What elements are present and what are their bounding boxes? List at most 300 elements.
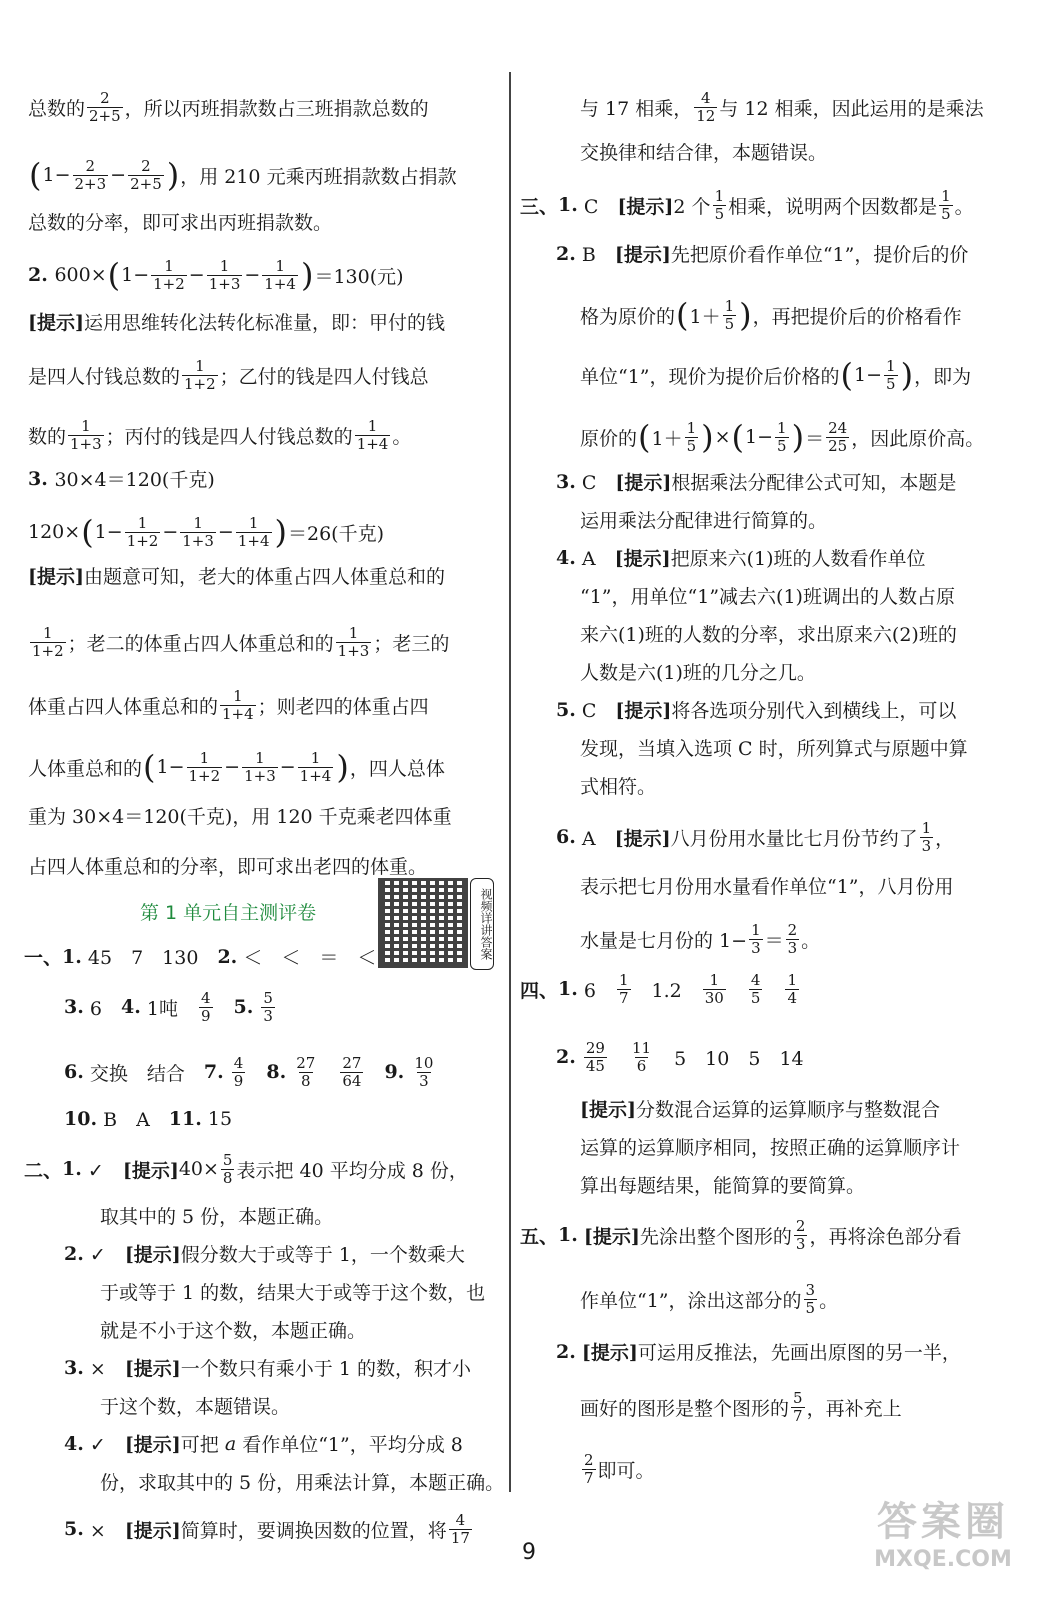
denominator: 7 — [793, 1406, 803, 1425]
denominator: 5 — [941, 204, 951, 223]
numerator: 1 — [686, 419, 697, 437]
fraction — [242, 750, 278, 784]
text: [提示] — [614, 827, 671, 850]
text — [365, 1059, 384, 1086]
text: 4. — [120, 996, 141, 1018]
text: ， — [935, 827, 955, 850]
text-line — [28, 852, 427, 879]
text: ＝130(元) — [314, 265, 404, 288]
text: − — [279, 756, 296, 778]
numerator: 1 — [921, 819, 932, 837]
denominator: 5 — [714, 204, 725, 223]
text-line — [64, 1430, 463, 1457]
denominator: 30 — [704, 988, 724, 1007]
denominator: 1+2 — [188, 766, 221, 785]
numerator: 1 — [941, 187, 951, 205]
numerator: 2 — [85, 157, 96, 175]
fraction — [685, 420, 699, 454]
fraction — [261, 990, 275, 1024]
text-line — [100, 1316, 366, 1343]
text-line — [28, 515, 384, 549]
numerator: 1 — [255, 749, 265, 767]
text: ＝26(千克) — [287, 522, 384, 545]
text: 由题意可知，老大的体重占四人体重总和的 — [83, 566, 445, 588]
text: 取其中的 5 份，本题正确。 — [100, 1206, 334, 1228]
text-line — [580, 1390, 902, 1424]
denominator: 5 — [686, 436, 697, 455]
fraction — [785, 972, 799, 1006]
fraction — [582, 1452, 596, 1486]
parenthesis: ) — [791, 418, 805, 456]
text: A — [575, 827, 615, 850]
denominator: 3 — [795, 1234, 806, 1253]
text — [404, 1061, 410, 1083]
text: 15 — [201, 1107, 233, 1130]
text-line — [28, 158, 457, 192]
text: [提示] — [617, 195, 674, 218]
numerator: 24 — [828, 419, 848, 437]
numerator: 1 — [164, 257, 174, 275]
text-line — [64, 990, 277, 1024]
text: 先涂出整个图形的 — [639, 1225, 792, 1248]
text: 与 17 相乘， — [580, 97, 693, 120]
text: 5 10 5 14 — [655, 1047, 804, 1070]
text: 3. — [556, 470, 576, 493]
text: 1＋ — [689, 305, 721, 328]
numerator: 2 — [795, 1217, 806, 1235]
numerator: 1 — [233, 687, 243, 705]
parenthesis: ( — [840, 356, 854, 394]
numerator: 1 — [248, 514, 259, 532]
parenthesis: ) — [274, 513, 287, 551]
text-line — [580, 358, 971, 392]
text: 四、 — [520, 979, 559, 1002]
text: 2. — [28, 264, 55, 286]
parenthesis: ) — [900, 356, 914, 394]
fraction — [749, 922, 763, 956]
text: ，用 210 元乘丙班捐款数占捐款 — [180, 165, 457, 188]
text-line — [580, 772, 656, 799]
fraction — [804, 1282, 818, 1316]
text: ，再补充上 — [806, 1397, 902, 1420]
text-line — [28, 208, 332, 235]
text: ，再把提价后的价格看作 — [752, 305, 962, 328]
parenthesis: ) — [300, 256, 314, 294]
text: 2. — [556, 242, 576, 265]
text: 600× — [54, 264, 107, 286]
text-line — [28, 465, 215, 492]
denominator: 1+3 — [244, 766, 276, 785]
parenthesis: ( — [731, 418, 745, 456]
denominator: 9 — [233, 1071, 244, 1090]
text: 看作单位“1”，平均分成 8 — [236, 1434, 463, 1456]
numerator: 1 — [310, 749, 321, 767]
text: B — [575, 244, 615, 266]
numerator: 4 — [750, 971, 761, 989]
text: 重为 30×4＝120(千克)，用 120 千克乘老四体重 — [28, 806, 452, 828]
text-line — [64, 1354, 471, 1381]
text: 5. — [233, 996, 254, 1018]
text-line — [520, 972, 801, 1006]
text: − — [244, 264, 261, 286]
text-line — [580, 506, 827, 533]
text: 简算时，要调换因数的位置，将 — [180, 1519, 447, 1542]
text — [286, 1061, 292, 1083]
text: 人数是六(1)班的几分之几。 — [580, 662, 816, 684]
text-line — [556, 468, 956, 495]
text — [253, 996, 259, 1018]
denominator: 1+4 — [264, 274, 296, 293]
denominator: 25 — [828, 436, 848, 455]
text-line — [556, 1338, 961, 1365]
numerator: 1 — [709, 971, 720, 989]
text: [提示] — [122, 1159, 179, 1182]
text: 7. — [203, 1061, 224, 1083]
denominator: 1+4 — [237, 531, 270, 550]
column-divider — [509, 72, 511, 1492]
denominator: 5 — [750, 988, 761, 1007]
denominator: 3 — [263, 1006, 273, 1025]
text: 假分数大于或等于 1，一个数乘大 — [180, 1244, 465, 1266]
denominator: 3 — [751, 938, 761, 957]
text: ✓ — [81, 1159, 123, 1182]
text-line — [28, 358, 429, 392]
text-line — [100, 1202, 333, 1229]
denominator: 12 — [696, 106, 716, 125]
text-line — [580, 582, 955, 609]
text-line — [580, 90, 984, 124]
fraction — [199, 990, 213, 1024]
denominator: 7 — [584, 1468, 594, 1487]
fraction — [939, 188, 953, 222]
denominator: 5 — [886, 374, 896, 393]
text: 把原来六(1)班的人数看作单位 — [670, 548, 926, 570]
text: 1. — [558, 194, 578, 216]
text: 运用乘法分配律进行简算的。 — [580, 510, 828, 532]
text: − — [217, 521, 234, 543]
text: ；老三的 — [373, 632, 450, 655]
text: 份，求取其中的 5 份，用乘法计算，本题正确。 — [100, 1472, 505, 1494]
fraction — [236, 515, 272, 549]
text: 数的 — [28, 425, 67, 448]
fraction — [232, 1055, 246, 1089]
text: 。 — [392, 425, 412, 448]
text: 三、 — [520, 195, 559, 218]
text: [提示] — [615, 472, 672, 494]
fraction — [73, 158, 109, 192]
denominator: 2+5 — [89, 106, 121, 125]
text: 交换 结合 — [83, 1062, 204, 1085]
fraction — [412, 1055, 435, 1089]
parenthesis: ( — [81, 513, 94, 551]
numerator: 1 — [619, 971, 629, 989]
numerator: 1 — [367, 417, 378, 435]
text: 6. — [556, 826, 576, 848]
text: 1. — [62, 1158, 82, 1180]
denominator: 5 — [724, 314, 735, 333]
text: 画好的图形是整个图形的 — [580, 1397, 790, 1420]
text: 可运用反推法，先画出原图的另一半， — [637, 1342, 961, 1364]
numerator: 1 — [724, 297, 735, 315]
text: [提示] — [581, 1342, 638, 1364]
text — [224, 1061, 230, 1083]
fraction — [355, 418, 391, 452]
fraction — [151, 258, 187, 292]
text-line — [24, 1152, 468, 1186]
text: 二、 — [24, 1159, 63, 1182]
denominator: 9 — [200, 1006, 211, 1025]
text: 一个数只有乘小于 1 的数，积才小 — [180, 1358, 471, 1380]
text-line — [556, 1040, 804, 1074]
text: 占四人体重总和的分率，即可求出老四的体重。 — [28, 856, 428, 878]
fraction — [180, 515, 216, 549]
text-line — [580, 138, 827, 165]
page-number: 9 — [522, 1540, 536, 1565]
fraction — [125, 515, 161, 549]
text: 2 个 — [673, 195, 711, 218]
text: 3. — [28, 467, 55, 490]
fraction — [794, 1218, 808, 1252]
text: [提示] — [124, 1358, 181, 1380]
numerator: 1 — [199, 749, 210, 767]
text: 体重占四人体重总和的 — [28, 695, 219, 718]
text: 五、 — [520, 1225, 559, 1248]
text: 9. — [384, 1061, 405, 1083]
text — [215, 994, 234, 1021]
parenthesis: ( — [29, 156, 42, 194]
text-line — [28, 90, 429, 124]
text — [576, 1046, 582, 1068]
text-line — [28, 308, 445, 335]
denominator: 4 — [787, 988, 797, 1007]
text: 1− — [121, 264, 150, 286]
parenthesis: ) — [166, 156, 180, 194]
denominator: 1+3 — [337, 641, 370, 660]
denominator: 1+2 — [126, 531, 159, 550]
text: C — [575, 472, 616, 494]
text-line — [100, 1278, 485, 1305]
denominator: 1+4 — [222, 704, 254, 723]
text: 总数的 — [28, 97, 86, 120]
numerator: 1 — [81, 417, 91, 435]
text-line — [64, 1105, 232, 1132]
fraction — [87, 90, 123, 124]
text: 5. — [64, 1518, 84, 1540]
numerator: 29 — [585, 1039, 605, 1057]
numerator: 5 — [222, 1151, 233, 1169]
text: 于这个数，本题错误。 — [100, 1396, 291, 1418]
numerator: 11 — [632, 1039, 652, 1057]
text: 根据乘法分配律公式可知，本题是 — [671, 472, 957, 494]
text: 1吨 — [140, 997, 197, 1020]
text: [提示] — [614, 548, 671, 570]
text-line — [580, 1133, 960, 1160]
text: [提示] — [580, 1099, 636, 1121]
text-line — [580, 420, 984, 454]
text: 一、 — [24, 947, 63, 969]
text: 1− — [94, 521, 123, 543]
text: 1. — [558, 1224, 578, 1246]
denominator: 1+4 — [299, 766, 332, 785]
text — [728, 976, 747, 1003]
text: 来六(1)班的人数的分率，求出原来六(2)班的 — [580, 624, 957, 646]
text: ✓ — [83, 1244, 125, 1266]
numerator: 1 — [777, 419, 787, 437]
denominator: 1+3 — [208, 274, 241, 293]
text-line — [580, 1095, 940, 1122]
text: 2. — [217, 945, 238, 968]
text-line — [520, 1218, 961, 1252]
text: 1− — [745, 426, 774, 448]
text: [提示] — [28, 312, 84, 334]
watermark-logo — [848, 1490, 1038, 1590]
text — [247, 1059, 266, 1086]
numerator: 4 — [701, 89, 711, 107]
numerator: 5 — [793, 1389, 803, 1407]
denominator: 1+2 — [184, 374, 216, 393]
text-line — [580, 1171, 865, 1198]
text: B A — [97, 1109, 169, 1131]
text: 。 — [801, 929, 821, 952]
numerator: 2 — [584, 1451, 594, 1469]
text-line — [140, 898, 316, 925]
parenthesis: ( — [143, 748, 156, 786]
text: 30×4＝120(千克) — [54, 469, 215, 491]
fraction — [128, 158, 164, 192]
text-line — [64, 1240, 465, 1267]
text: [提示] — [124, 1244, 181, 1266]
text: [提示] — [583, 1225, 640, 1248]
fraction — [617, 972, 631, 1006]
text: “1”，用单位“1”减去六(1)班调出的人数占原 — [580, 586, 955, 608]
fraction — [298, 750, 334, 784]
denominator: 17 — [450, 1528, 470, 1547]
text: A — [575, 548, 615, 570]
text: ；则老四的体重占四 — [257, 695, 429, 718]
text: [提示] — [124, 1434, 181, 1456]
text: 表示把七月份用水量看作单位“1”，八月份用 — [580, 876, 954, 898]
text-line — [100, 1392, 290, 1419]
parenthesis: ) — [739, 296, 752, 334]
text: ＝ — [805, 427, 825, 450]
denominator: 5 — [805, 1298, 816, 1317]
text: 原价的 — [580, 427, 638, 450]
fraction — [749, 972, 763, 1006]
fraction — [703, 972, 726, 1006]
denominator: 2+5 — [130, 174, 162, 193]
fraction — [207, 258, 243, 292]
denominator: 3 — [787, 938, 798, 957]
text: 1− — [156, 756, 185, 778]
numerator: 1 — [193, 514, 203, 532]
text: 6. — [64, 1061, 84, 1083]
text: ，即为 — [914, 365, 972, 388]
text: 1. — [62, 945, 82, 968]
text-line — [556, 696, 956, 723]
parenthesis: ( — [638, 418, 651, 456]
text: 1.2 — [632, 979, 701, 1002]
numerator: 5 — [263, 989, 273, 1007]
denominator: 7 — [619, 988, 629, 1007]
numerator: 1 — [714, 187, 725, 205]
text: [提示] — [614, 244, 671, 266]
parenthesis: ( — [107, 256, 121, 294]
fraction — [584, 1040, 607, 1074]
fraction — [262, 258, 298, 292]
numerator: 1 — [886, 357, 896, 375]
text: 相乘，说明两个因数都是 — [728, 195, 938, 218]
text: 是四人付钱总数的 — [28, 365, 181, 388]
text-line — [28, 802, 452, 829]
text: 2. — [556, 1340, 576, 1363]
text: 5. — [556, 698, 576, 721]
text: 八月份用水量比七月份节约了 — [670, 827, 918, 850]
text: − — [162, 521, 179, 543]
text: 11. — [168, 1107, 202, 1130]
fraction — [182, 358, 218, 392]
text-line — [580, 298, 962, 332]
fraction — [786, 922, 800, 956]
numerator: 4 — [233, 1054, 244, 1072]
fraction — [68, 418, 104, 452]
denominator: 1+4 — [356, 434, 389, 453]
text: 算出每题结果，能简算的要简算。 — [580, 1175, 866, 1197]
text-line — [580, 1282, 838, 1316]
text: 可把 — [180, 1434, 225, 1456]
text-line — [100, 1468, 504, 1495]
parenthesis: ) — [701, 418, 714, 456]
text — [764, 976, 783, 1003]
denominator: 1+2 — [32, 641, 64, 660]
text: × — [714, 426, 731, 448]
text: 1. — [558, 978, 578, 1000]
numerator: 1 — [348, 624, 359, 642]
text: 1− — [42, 164, 71, 186]
text: 于或等于 1 的数，结果大于或等于这个数，也 — [100, 1282, 486, 1304]
parenthesis: ( — [676, 296, 689, 334]
numerator: 1 — [43, 624, 53, 642]
numerator: 2 — [141, 157, 151, 175]
denominator: 2+3 — [74, 174, 107, 193]
text: ；乙付的钱是四人付钱总 — [219, 365, 429, 388]
text: 2. — [64, 1242, 84, 1265]
denominator: 3 — [419, 1071, 429, 1090]
text: ，所以丙班捐款数占三班捐款总数的 — [124, 97, 429, 120]
text: 8. — [266, 1061, 287, 1083]
text: 即可。 — [597, 1459, 655, 1482]
numerator: 2 — [100, 89, 110, 107]
denominator: 3 — [921, 836, 932, 855]
text: − — [224, 756, 241, 778]
text-line — [556, 820, 954, 854]
text-line — [28, 258, 404, 292]
text: × — [83, 1519, 125, 1542]
numerator: 2 — [787, 921, 798, 939]
text: 4. — [556, 546, 576, 569]
text: 先把原价看作单位“1”，提价后的价 — [670, 244, 969, 266]
text: 总数的分率，即可求出丙班捐款数。 — [28, 212, 333, 234]
text: 作单位“1”，涂出这部分的 — [580, 1289, 802, 1312]
numerator: 3 — [805, 1281, 816, 1299]
qr-code-icon[interactable] — [378, 878, 468, 968]
fraction — [920, 820, 934, 854]
denominator: 1+3 — [70, 434, 102, 453]
text: 式相符。 — [580, 776, 657, 798]
text-line — [28, 562, 445, 589]
text: 40× — [178, 1158, 219, 1180]
text-line — [28, 625, 449, 659]
fraction — [340, 1055, 363, 1089]
